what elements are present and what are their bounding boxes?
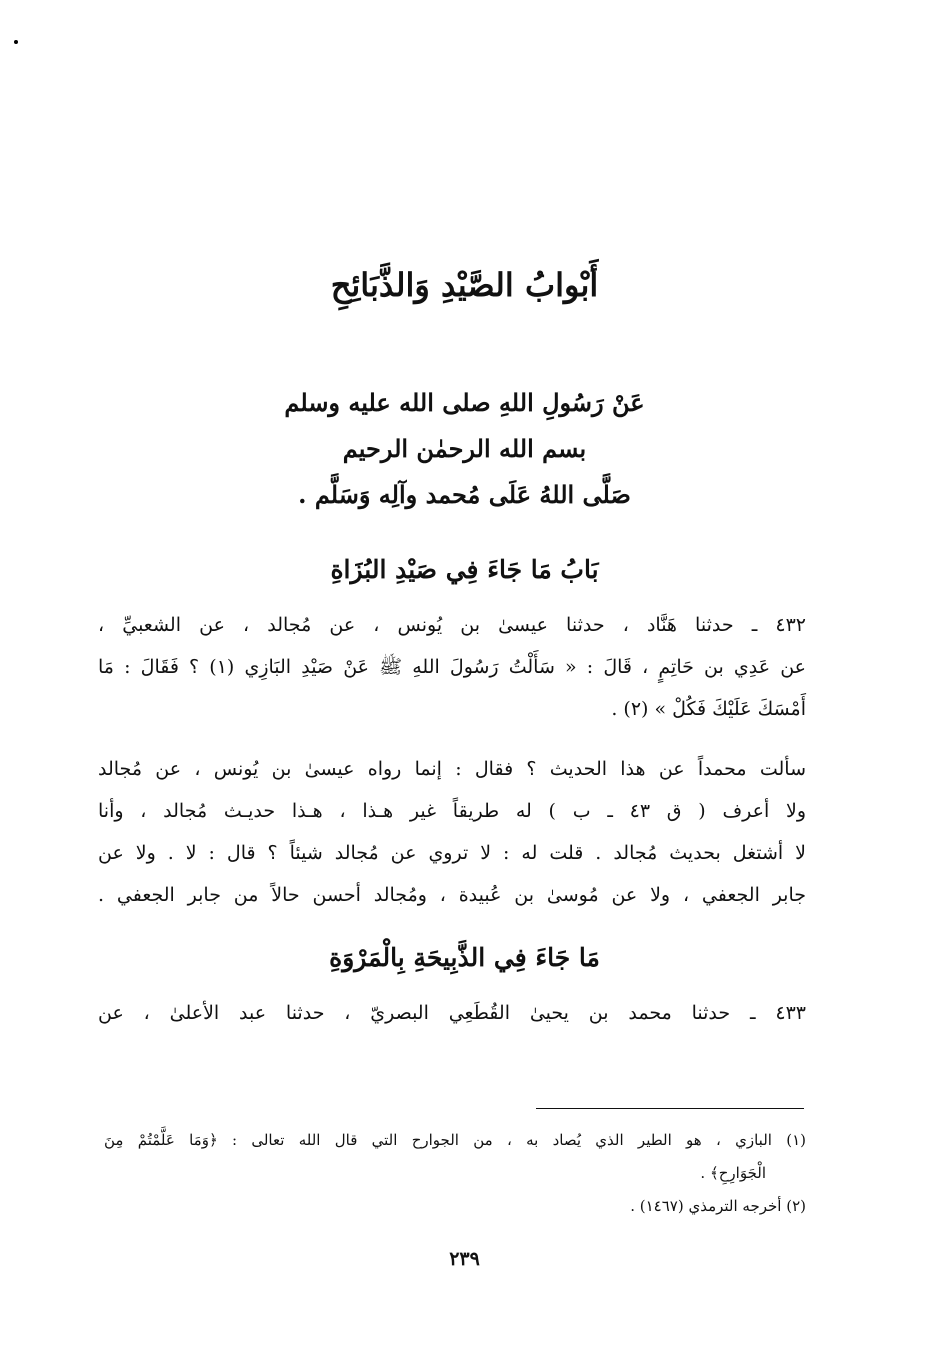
text-line: ٤٣٢ ـ حدثنا هَنَّاد ، حدثنا عيسىٰ بن يُونس ، عن مُجالد ، عن الشعبيِّ ، bbox=[98, 614, 806, 636]
hadith-paragraph bbox=[98, 992, 806, 1034]
footnote-1-continued: الْجَوَارِحِ﴾ . bbox=[700, 1164, 766, 1182]
text-line: ولا أعرف ( ق ٤٣ ـ ب ) له طريقاً غير هـذا ، هـذا حديـث مُجالد ، وأنا bbox=[98, 800, 806, 822]
text-line: لا أشتغل بحديث مُجالد . قلت له : لا تروي عن مُجالد شيئاً ؟ قال : لا . ولا عن bbox=[98, 842, 806, 864]
chapter-title: بَابُ مَا جَاءَ فِي صَيْدِ البُزَاةِ bbox=[330, 555, 599, 584]
footnote-divider bbox=[536, 1108, 804, 1109]
hadith-paragraph bbox=[98, 604, 806, 730]
intro-line: صَلَّى اللهُ عَلَى مُحمد وآلِه وَسَلَّم . bbox=[298, 480, 631, 509]
commentary-paragraph bbox=[98, 748, 806, 916]
chapter-title: مَا جَاءَ فِي الذَّبِيحَةِ بِالْمَرْوَةِ bbox=[329, 943, 600, 972]
text-line: ٤٣٣ ـ حدثنا محمد بن يحيىٰ القُطَعِي البصريّ ، حدثنا عبد الأعلىٰ ، عن bbox=[98, 1002, 806, 1024]
page-number: ٢٣٩ bbox=[449, 1248, 480, 1270]
intro-line: بسم الله الرحمٰن الرحيم bbox=[342, 434, 587, 463]
intro-block bbox=[0, 380, 929, 518]
footnote-2: (٢) أخرجه الترمذي (١٤٦٧) . bbox=[630, 1197, 806, 1215]
text-line: أَمْسَكَ عَلَيْكَ فَكُلْ » (٢) . bbox=[611, 698, 806, 720]
text-line: عن عَدِي بن حَاتِمٍ ، قَالَ : « سَأَلْتُ رَسُولَ اللهِ ﷺ عَنْ صَيْدِ البَازِي (١) ؟ فَقَالَ : مَا bbox=[98, 656, 806, 678]
text-line: جابر الجعفي ، ولا عن مُوسىٰ بن عُبيدة ، ومُجالد أحسن حالاً من جابر الجعفي . bbox=[98, 884, 806, 906]
footnote-1: (١) البازي ، هو الطير الذي يُصاد به ، من الجوارح التي قال الله تعالى : ﴿وَمَا عَلَّمْتُمْ مِنَ bbox=[104, 1131, 806, 1149]
intro-line: عَنْ رَسُولِ اللهِ صلى الله عليه وسلم bbox=[284, 388, 645, 417]
text-line: سألت محمداً عن هذا الحديث ؟ فقال : إنما رواه عيسىٰ بن يُونس ، عن مُجالد bbox=[98, 758, 806, 780]
book-title: أَبْوابُ الصَّيْدِ وَالذَّبَائِحِ bbox=[330, 266, 599, 304]
scan-speck bbox=[14, 40, 18, 44]
footnotes bbox=[104, 1124, 806, 1223]
